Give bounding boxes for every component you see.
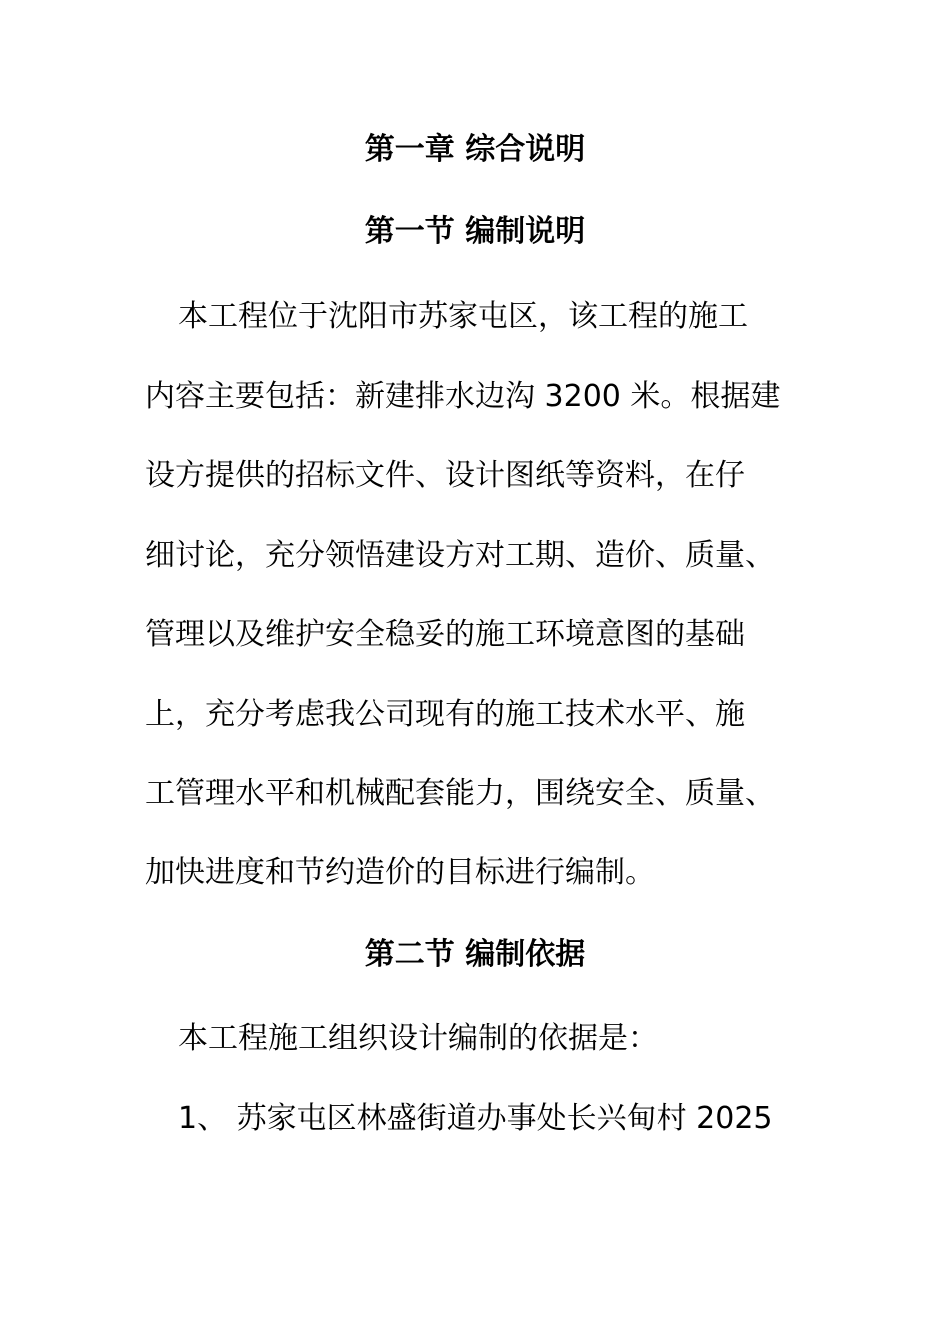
basis-intro: 本工程施工组织设计编制的依据是： — [178, 1021, 658, 1056]
section-title-compilation-notes: 第一节 编制说明 — [364, 214, 586, 249]
paragraph-line: 内容主要包括：新建排水边沟 3200 米。根据建 — [145, 379, 781, 414]
section-title-compilation-basis: 第二节 编制依据 — [364, 937, 586, 972]
paragraph-line: 设方提供的招标文件、设计图纸等资料，在仔 — [145, 458, 745, 493]
basis-list-item: 1、 苏家屯区林盛街道办事处长兴甸村 2025 — [178, 1101, 773, 1136]
paragraph-line: 加快进度和节约造价的目标进行编制。 — [145, 855, 655, 890]
chapter-title: 第一章 综合说明 — [364, 132, 586, 167]
paragraph-line: 管理以及维护安全稳妥的施工环境意图的基础 — [145, 617, 745, 652]
paragraph-line: 工管理水平和机械配套能力，围绕安全、质量、 — [145, 776, 775, 811]
paragraph-line: 本工程位于沈阳市苏家屯区，该工程的施工 — [178, 299, 748, 334]
paragraph-line: 细讨论，充分领悟建设方对工期、造价、质量、 — [145, 538, 775, 573]
paragraph-line: 上，充分考虑我公司现有的施工技术水平、施 — [145, 697, 745, 732]
